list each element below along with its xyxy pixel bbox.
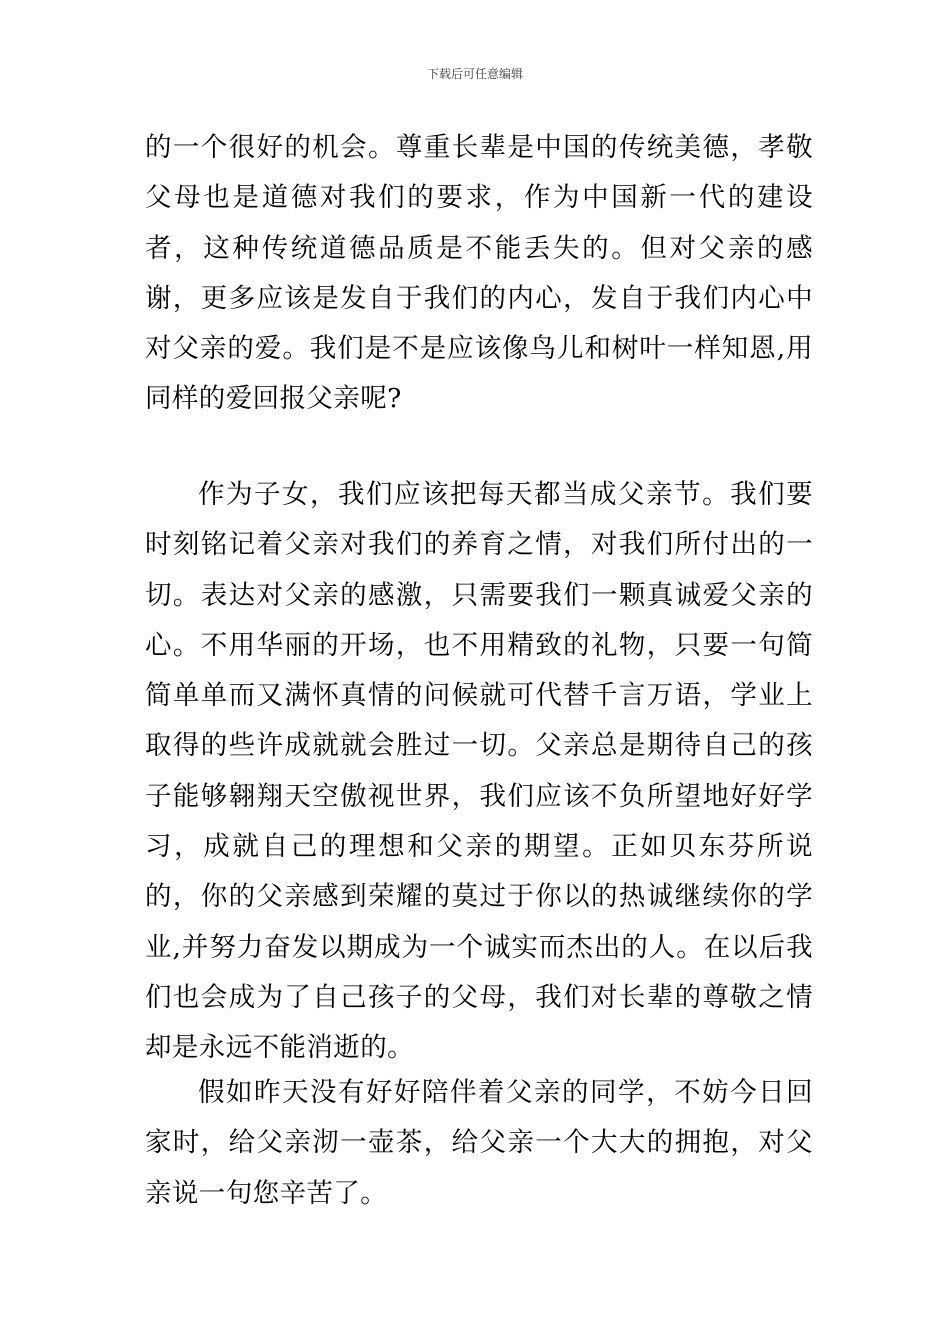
page-header: 下载后可任意编辑 [426, 67, 523, 81]
paragraph-3: 假如昨天没有好好陪伴着父亲的同学，不妨今日回家时，给父亲沏一壶茶，给父亲一个大大的拥抱，对父亲说一句您辛苦了。 [145, 1077, 813, 1209]
paragraph-2: 作为子女，我们应该把每天都当成父亲节。我们要时刻铭记着父亲对我们的养育之情，对我们所付出的一切。表达对父亲的感激，只需要我们一颗真诚爱父亲的心。不用华丽的开场，也不用精致的礼物，只要一句简简单单而又满怀真情的问候就可代替千言万语，学业上取得的些许成就就会胜过一切。父亲总是期待自己的孩子能够翱翔天空傲视世界，我们应该不负所望地好好学习，成就自己的理想和父亲的期望。正如贝东芬所说的，你的父亲感到荣耀的莫过于你以的热诚继续你的学业,并努力奋发以期成为一个诚实而杰出的人。在以后我们也会成为了自己孩子的父母，我们对长辈的尊敬之情却是永远不能消逝的。 [145, 479, 813, 1064]
paragraph-1: 的一个很好的机会。尊重长辈是中国的传统美德，孝敬父母也是道德对我们的要求，作为中国新一代的建设者，这种传统道德品质是不能丢失的。但对父亲的感谢，更多应该是发自于我们的内心，发自于我们内心中对父亲的爱。我们是不是应该像鸟儿和树叶一样知恩,用同样的爱回报父亲呢? [145, 132, 813, 415]
